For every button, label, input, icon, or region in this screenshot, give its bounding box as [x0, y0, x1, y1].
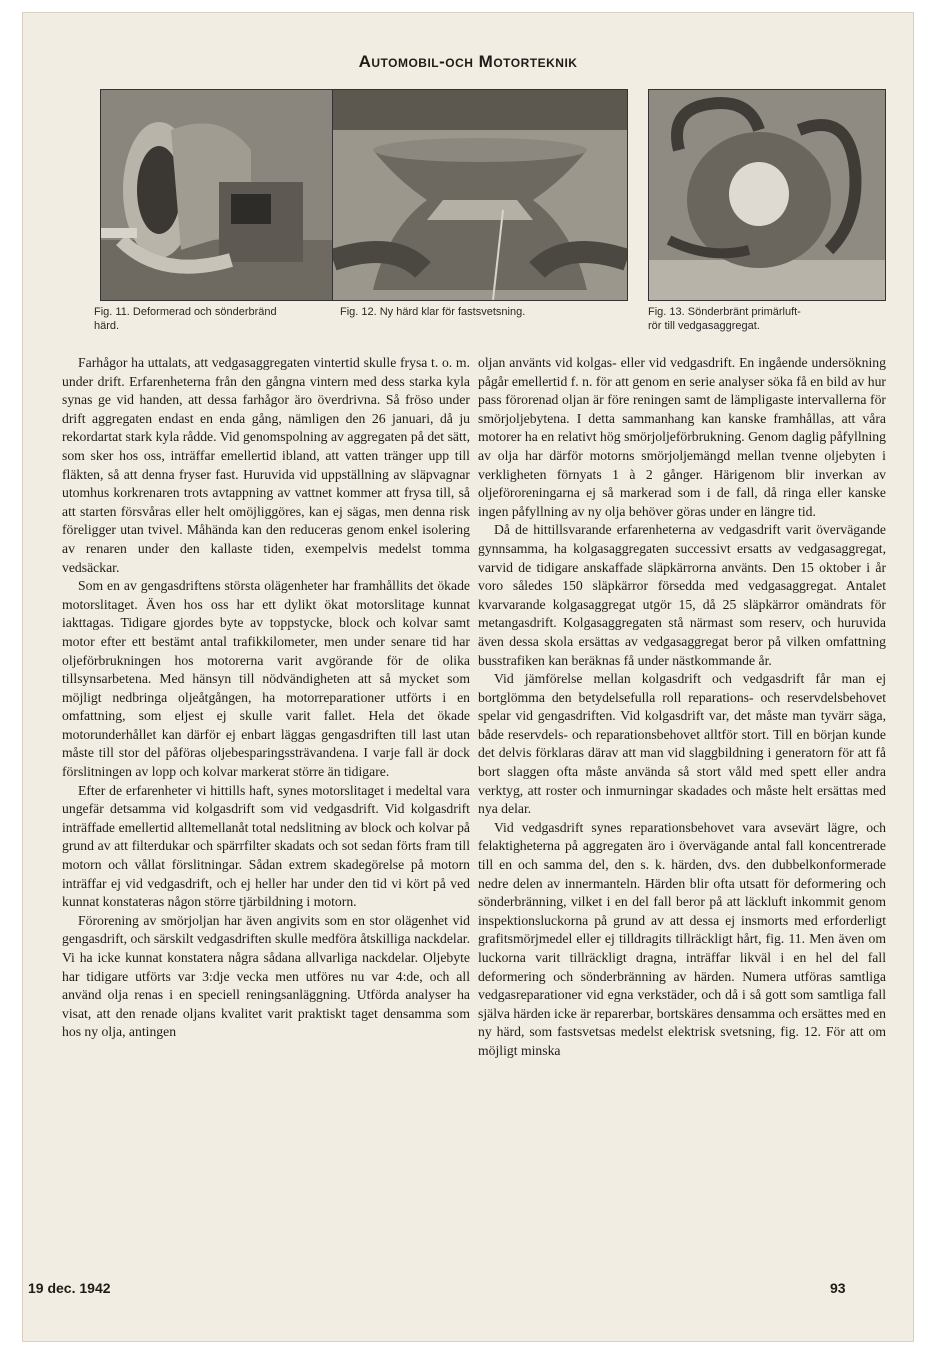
- paragraph: Efter de erfarenheter vi hittills haft, synes motorslitaget i medeltal vara ungefär detsamma vid kolgasdrift som vid vedgasdrift. Vid kolgasdrift inträffade emellertid alltemellanåt total nedslitning av block och kolvar på grund av att filterdukar och spärrfilter skadats och sot sedan förts fram till motorn och vållat förslitningar. Sådan extrem skadegörelse på motorn inträffar ej vid vedgasdrift, och ej heller har under den tid vi kört på ved kunnat konstateras någon större tjärbildning i motorn.: [62, 782, 470, 910]
- paragraph: Då de hittillsvarande erfarenheterna av vedgasdrift varit övervägande gynnsamma, ha kolgasaggregaten successivt ersatts av vedgasaggregat, varvid de tidigare anskaffade släpkärrorna använts. Den 15 oktober i år voro således 150 släpkärror försedda med vedgasaggregat. Antalet kvarvarande kolgasaggregat utgör 15, då 25 släpkärror omändrats för metangasdrift. Kolgasaggregaten stå närmast som reserv, och huruvida även dessa skola ersättas av vedgasaggregat beror på vilken omfattning busstrafiken kan beräknas få under nästkommande år.: [478, 522, 886, 668]
- figure-caption-12: Fig. 12. Ny härd klar för fastsvetsning.: [340, 306, 526, 318]
- page-header: Automobil-och Motorteknik: [358, 52, 578, 71]
- paragraph: Vid jämförelse mellan kolgasdrift och vedgasdrift får man ej bortglömma den betydelsefulla roll reparations- och reservdelsbehovet spelar vid gengasdriften. Vid kolgasdrift var, det måste man tyvärr säga, både reservdels- och reparationsbehovet alltför stort. Till en början kunde det delvis förklaras därav att man vid slaggbildning i generatorn för att få bort slaggen ofta måste använda så stort våld med spett eller andra verktyg, att roster och inmurningar skadades och måste helt ersättas med nya delar.: [478, 671, 886, 817]
- burnt-pipe-photo: [648, 89, 886, 301]
- text-column-left: [62, 354, 470, 1042]
- paragraph: Förorening av smörjoljan har även angivits som en stor olägenhet vid gengasdrift, och särskilt vedgasdriften skulle medföra åtskilliga nackdelar. Vi ha icke kunnat konstatera några sådana allvarliga nackdelar. Oljebyte har tidigare utförts var 3:dje vecka men utföres nu var 4:de, och all använd olja renas i en speciell reningsanläggning. Utförda analyser ha visat, att den renade oljans kvalitet varit praktiskt taget densamma som hos ny olja, antingen: [62, 912, 470, 1040]
- figure-caption-13: Fig. 13. Sönderbränt primärluft- rör till vedgasaggregat.: [648, 306, 801, 332]
- text-column-right: [478, 354, 886, 1061]
- page-number: 93: [830, 1280, 846, 1296]
- paragraph: Som en av gengasdriftens största olägenheter har framhållits det ökade motorslitaget. Även hos oss har ett dylikt ökat motorslitage kunnat iakttagas. Tidigare gjordes byte av toppstycke, block och kolvar samt motor efter ett bestämt antal trafikkilometer, men under senare tid har oljeförbrukningen hos motorerna varit avgörande för de olika tillsynsarbetena. Med hänsyn till nödvändigheten att så mycket som möjligt nedbringa oljeåtgången, ha motorreparationer utförts i en omfattning, som eljest ej skulle varit fallet. Hela det ökade motorunderhållet kan därför ej enbart läggas gengasdriften till last utan måste till stor del påföras oljebesparingssträvandena. I varje fall är dock förslitningen av lopp och kolvar markerat större än tidigare.: [62, 578, 470, 780]
- paragraph: Farhågor ha uttalats, att vedgasaggregaten vintertid skulle frysa t. o. m. under drift. Erfarenheterna från den gångna vintern med dess starka kyla synas ge vid handen, att dessa farhågor äro överdrivna. Så fröso under drift aggregaten endast en enda gång, nämligen den 26 januari, då ju rekordartat stark kyla rådde. Vid genomspolning av aggregaten på det sätt, som sker hos oss, inträffar emellertid ibland, att vatten tränger upp till fläkten, så att denna fryser fast. Huruvida vid uppställning av släpvagnar utomhus korkrenaren trots avtappning av vattnet kommer att frysa till, så att starten försvåras eller helt omöjliggöres, kan ej sägas, men denna risk föreligger utan tvivel. Måhända kan den reduceras genom enkel isolering av renaren under den kallaste tiden, exempelvis medelst tomma vedsäckar.: [62, 355, 470, 575]
- new-hearth-photo: [332, 89, 628, 301]
- paragraph: Vid vedgasdrift synes reparationsbehovet vara avsevärt lägre, och felaktigheterna på aggregaten äro i övervägande antal fall koncentrerade till en och samma del, den s. k. härden, dvs. den dubbelkonformerade nedre delen av innermanteln. Härden blir ofta utsatt för deformering och sönderbränning, vilket i en del fall beror på att läckluft inkommit genom inspektionsluckorna på grund av att dessa ej insmorts med erforderligt grafitsmörjmedel eller ej tilldragits tillräckligt hårt, fig. 11. Men även om luckorna varit tillräckligt dragna, inträffar likväl i en hel del fall deformering och sönderbränning av härden. Numera utföras samtliga vedgasreparationer vid egna verkstäder, och då i så gott som samtliga fall själva härden icke är reparerbar, bortskäres densamma och ersättes med en ny härd, som fastsvetsas medelst elektrisk svetsning, fig. 12. För att om möjligt minska: [478, 819, 886, 1058]
- paragraph: oljan använts vid kolgas- eller vid vedgasdrift. En ingående undersökning pågår emellertid f. n. för att genom en serie analyser söka få en bild av hur pass förorenad oljan är före reningen samt de lämpligaste intervallerna för smörjoljebytena. I detta sammanhang kan kanske framhållas, att våra motorer ha en relativt hög smörjoljeförbrukning. Genom daglig påfyllning av olja har därför motorns smörjoljemängd mellan tvenne oljebyten i verkligheten förnyats 1 à 2 gånger. Härigenom blir inverkan av oljeföroreningarna ej så markerad som i de fall, då ringa eller kanske ingen påfyllning av ny olja behöver göras under en längre tid.: [478, 355, 886, 519]
- issue-date: 19 dec. 1942: [28, 1280, 111, 1296]
- deformed-hearth-photo: [100, 89, 340, 301]
- figure-caption-11: Fig. 11. Deformerad och sönderbränd härd.: [94, 306, 277, 332]
- magazine-page: [22, 12, 914, 1342]
